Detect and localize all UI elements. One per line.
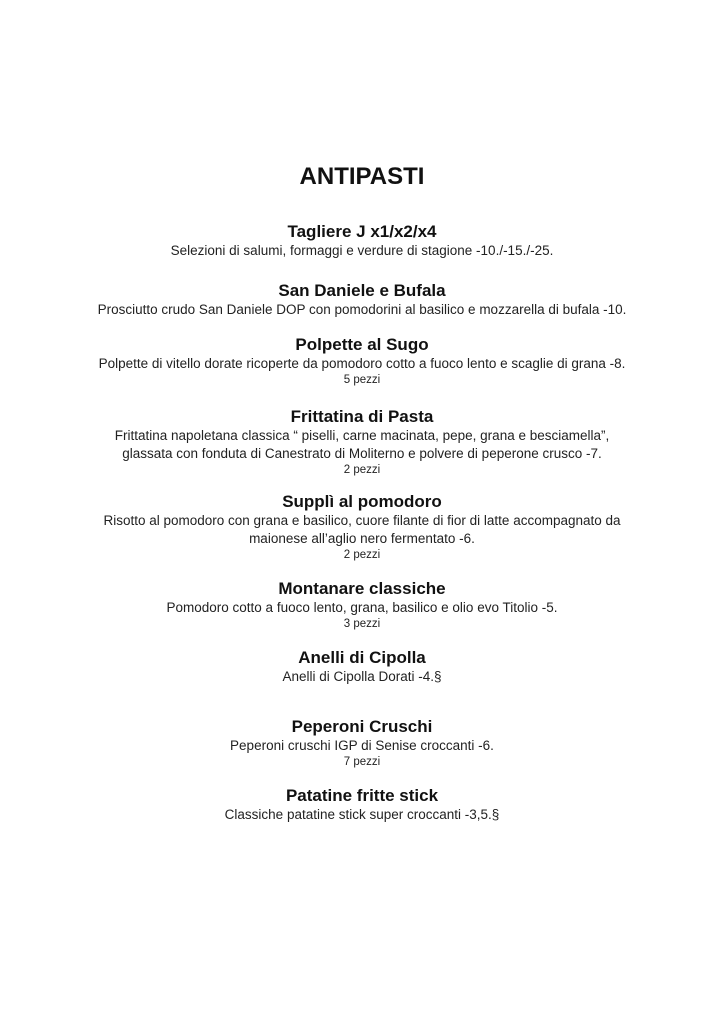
menu-item-description: Peperoni cruschi IGP di Senise croccanti -6. [230,738,494,753]
menu-item-title: Montanare classiche [278,579,446,598]
menu-item [0,578,724,632]
menu-item-description: Polpette di vitello dorate ricoperte da pomodoro cotto a fuoco lento e scaglie di grana -8. [98,356,626,371]
menu-item-title: Frittatina di Pasta [290,407,434,426]
menu-item-title: San Daniele e Bufala [278,281,446,300]
menu-item [0,221,724,260]
menu-section-heading: ANTIPASTI [299,163,425,190]
menu-item-title: Patatine fritte stick [285,786,439,805]
menu-item [0,491,724,563]
menu-item-pieces: 2 pezzi [343,549,381,561]
menu-item-description: Selezioni di salumi, formaggi e verdure di stagione -10./-15./-25. [170,243,554,258]
menu-item-description: Prosciutto crudo San Daniele DOP con pomodorini al basilico e mozzarella di bufala -10. [97,302,627,317]
menu-item-pieces: 3 pezzi [343,618,381,630]
menu-item [0,280,724,319]
menu-item [0,406,724,478]
menu-item-description: Anelli di Cipolla Dorati -4.§ [282,669,442,684]
menu-item-description: maionese all’aglio nero fermentato -6. [249,531,475,546]
menu-item-description: Classiche patatine stick super croccanti -3,5.§ [224,807,500,822]
menu-item [0,647,724,686]
menu-item-pieces: 7 pezzi [343,756,381,768]
menu-item [0,716,724,770]
menu-item-title: Anelli di Cipolla [298,648,426,667]
menu-item-description: Frittatina napoletana classica “ piselli, carne macinata, pepe, grana e besciamella”, [114,428,610,443]
menu-item-description: Risotto al pomodoro con grana e basilico, cuore filante di fior di latte accompagnato da [103,513,621,528]
menu-item-description: glassata con fonduta di Canestrato di Moliterno e polvere di peperone crusco -7. [122,446,602,461]
menu-item-pieces: 2 pezzi [343,464,381,476]
menu-item-title: Tagliere J x1/x2/x4 [287,222,437,241]
menu-item-title: Polpette al Sugo [295,335,429,354]
menu-item [0,785,724,824]
menu-item [0,334,724,388]
menu-item-title: Supplì al pomodoro [282,492,442,511]
menu-item-pieces: 5 pezzi [343,374,381,386]
menu-item-description: Pomodoro cotto a fuoco lento, grana, basilico e olio evo Titolio -5. [166,600,558,615]
menu-item-title: Peperoni Cruschi [291,717,433,736]
